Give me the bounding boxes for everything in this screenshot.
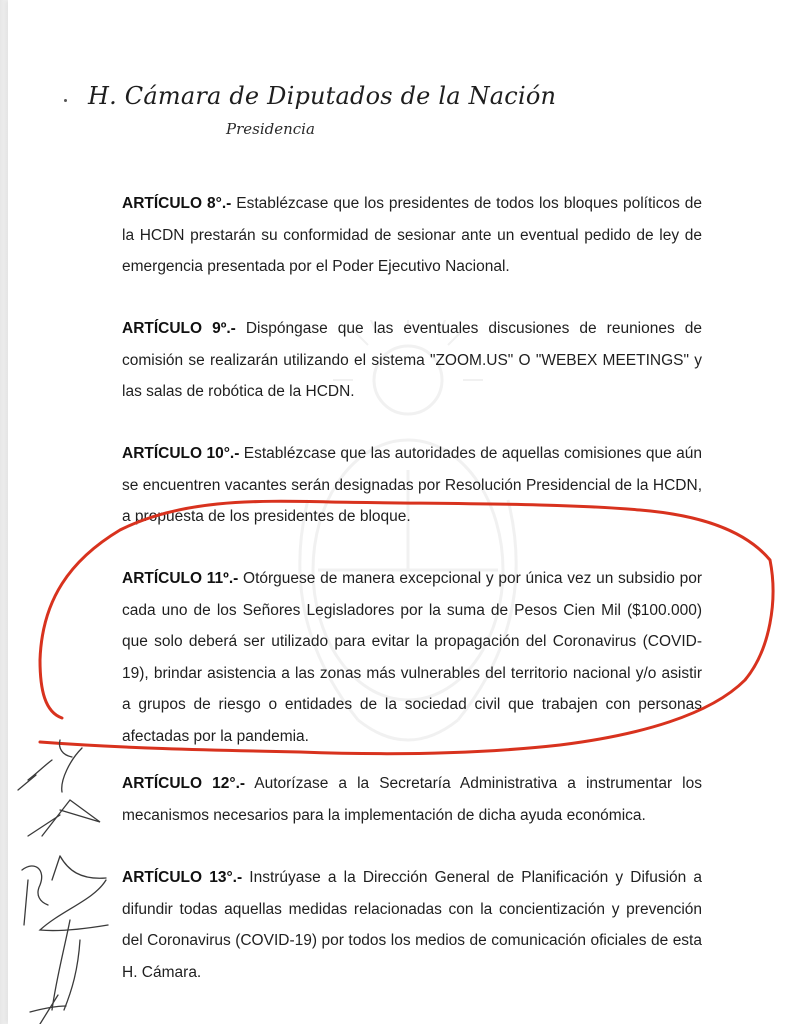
document-page	[8, 0, 803, 1024]
article-label: ARTÍCULO 13°.-	[122, 869, 243, 886]
article-label: ARTÍCULO 11º.-	[122, 570, 239, 587]
article-label: ARTÍCULO 8°.-	[122, 195, 232, 212]
article-label: ARTÍCULO 10°.-	[122, 445, 240, 462]
article-8	[122, 188, 702, 283]
article-10	[122, 438, 702, 533]
letterhead-subtitle: Presidencia	[226, 120, 315, 138]
letterhead-dot	[64, 99, 67, 102]
article-label: ARTÍCULO 9º.-	[122, 320, 236, 337]
article-text: Dispóngase que las eventuales discusiones de reuniones de comisión se realizarán utilizando el sistema "ZOOM.US" O "WEBEX MEETINGS" y las salas de robótica de la HCDN.	[122, 320, 702, 400]
letterhead-title: H. Cámara de Diputados de la Nación	[88, 82, 557, 110]
article-text: Autorízase a la Secretaría Administrativa a instrumentar los mecanismos necesarios para la implementación de dicha ayuda económica.	[122, 775, 702, 824]
article-text: Instrúyase a la Dirección General de Planificación y Difusión a difundir todas aquellas medidas relacionadas con la concientización y prevención del Coronavirus (COVID-19) por todos los medios de comunicación oficiales de esta H. Cámara.	[122, 869, 703, 981]
article-12	[122, 768, 702, 831]
article-9	[122, 313, 702, 408]
scan-left-edge	[0, 0, 8, 1024]
article-text: Establézcase que los presidentes de todos los bloques políticos de la HCDN prestarán su conformidad de sesionar ante un eventual pedido de ley de emergencia presentada por el Poder Ejecutivo Nacional.	[122, 195, 702, 275]
article-label: ARTÍCULO 12°.-	[122, 775, 246, 792]
article-13	[122, 862, 702, 988]
article-text: Otórguese de manera excepcional y por única vez un subsidio por cada uno de los Señores Legisladores por la suma de Pesos Cien Mil ($100.000) que solo deberá ser utilizado para evitar la propagación del Coronavirus (COVID-19), brindar asistencia a las zonas más vulnerables del territorio nacional y/o asistir a grupos de riesgo o entidades de la sociedad civil que trabajen con personas afectadas por la pandemia.	[122, 570, 703, 745]
article-11-highlighted	[122, 563, 702, 752]
article-text: Establézcase que las autoridades de aquellas comisiones que aún se encuentren vacantes serán designadas por Resolución Presidencial de la HCDN, a propuesta de los presidentes de bloque.	[122, 445, 702, 525]
